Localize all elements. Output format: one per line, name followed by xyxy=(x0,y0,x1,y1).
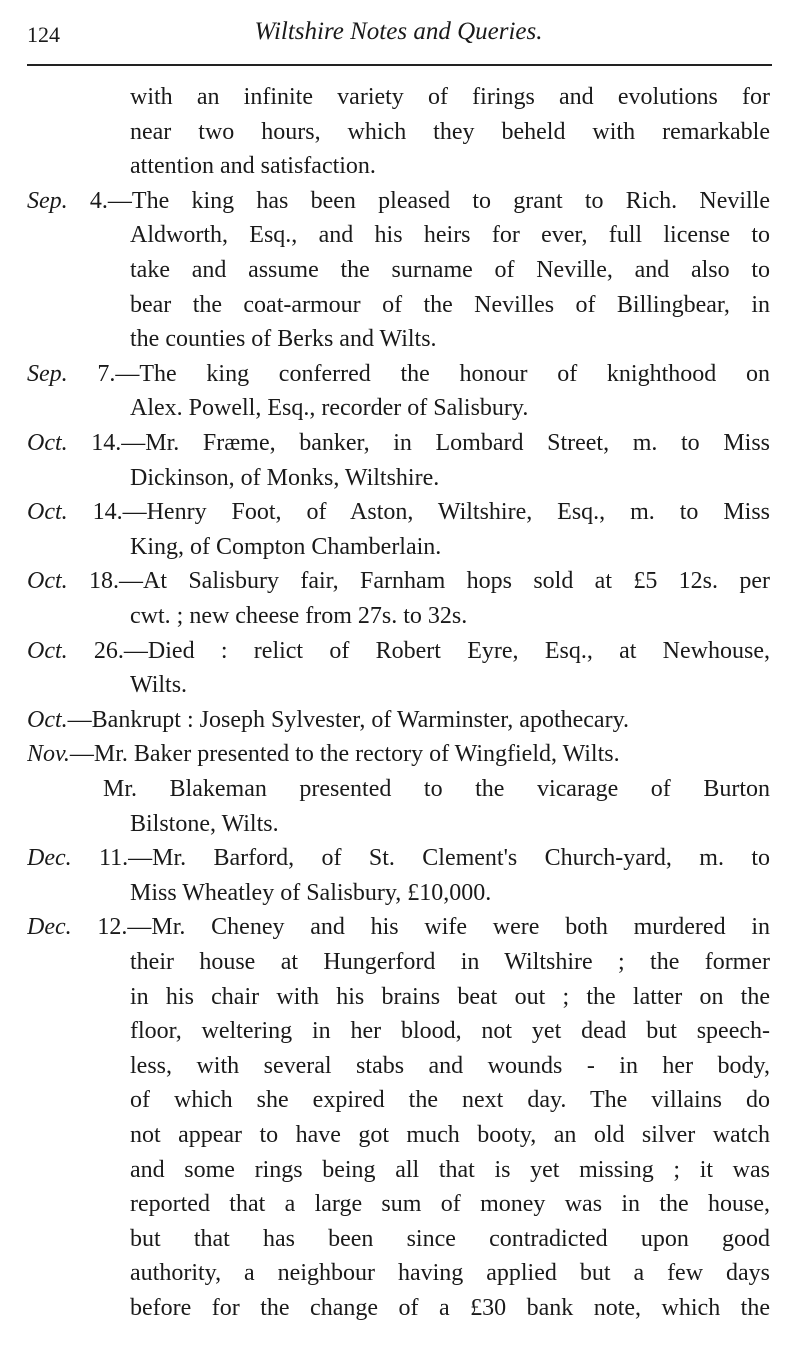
entry-text: 11.—Mr. Barford, of St. Clement's Church-yard, m. to xyxy=(71,845,770,872)
text-line: floor, weltering in her blood, not yet dead but speech- xyxy=(130,1018,770,1045)
entry-first-line xyxy=(27,495,770,530)
entry-text: 12.—Mr. Cheney and his wife were both murdered in xyxy=(71,914,770,941)
text-line: of which she expired the next day. The villains do xyxy=(130,1087,770,1114)
entry-first-line xyxy=(27,634,770,669)
entry-text: 7.—The king conferred the honour of knighthood on xyxy=(67,360,770,387)
entry-text: 4.—The king has been pleased to grant to Rich. Neville xyxy=(67,187,770,214)
text-line: attention and satisfaction. xyxy=(130,153,376,180)
page-number: 124 xyxy=(27,22,60,47)
text-line: Mr. Blakeman presented to the vicarage of Burton xyxy=(103,776,770,802)
text-line: authority, a neighbour having applied but a few days xyxy=(130,1260,770,1287)
text-line: reported that a large sum of money was in the house, xyxy=(130,1191,770,1218)
entry-date: Oct. xyxy=(27,637,68,664)
entry-date: Sep. xyxy=(27,187,68,214)
entry-first-line xyxy=(27,737,770,772)
text-line: with an infinite variety of firings and evolutions for xyxy=(130,84,770,110)
running-title: Wiltshire Notes and Queries. xyxy=(254,18,543,45)
text-line: bear the coat-armour of the Nevilles of Billingbear, in xyxy=(130,291,770,318)
text-line: take and assume the surname of Neville, and also to xyxy=(130,257,770,283)
text-line: less, with several stabs and wounds - in her body, xyxy=(130,1052,770,1079)
header-rule xyxy=(27,64,772,66)
entry-first-line xyxy=(27,910,770,945)
text-line: and some rings being all that is yet missing ; it was xyxy=(130,1156,770,1183)
entry-text: 26.—Died : relict of Robert Eyre, Esq., at Newhouse, xyxy=(67,637,770,664)
entry-date: Oct. xyxy=(27,430,68,456)
entry-text: —Mr. Baker presented to the rectory of Wingfield, Wilts. xyxy=(69,741,620,768)
running-header xyxy=(27,18,770,52)
text-line: Dickinson, of Monks, Wiltshire. xyxy=(130,464,440,491)
text-line: Miss Wheatley of Salisbury, £10,000. xyxy=(130,879,492,906)
entry-text: 18.—At Salisbury fair, Farnham hops sold at £5 12s. per xyxy=(67,568,770,595)
entry-date: Nov. xyxy=(27,741,70,768)
entry-text: 14.—Henry Foot, of Aston, Wiltshire, Esq., m. to Miss xyxy=(67,499,770,526)
text-line: the counties of Berks and Wilts. xyxy=(130,326,437,353)
text-line: not appear to have got much booty, an old silver watch xyxy=(130,1122,770,1148)
entry-first-line xyxy=(27,703,770,738)
entry-first-line xyxy=(27,841,770,876)
text-line: cwt. ; new cheese from 27s. to 32s. xyxy=(130,603,468,629)
text-line: but that has been since contradicted upon good xyxy=(130,1225,770,1252)
text-line: Wilts. xyxy=(130,672,188,699)
text-line: Bilstone, Wilts. xyxy=(130,810,279,837)
text-line: Alex. Powell, Esq., recorder of Salisbury. xyxy=(130,395,529,422)
entry-text: 14.—Mr. Fræme, banker, in Lombard Street, m. to Miss xyxy=(67,430,770,456)
text-line: before for the change of a £30 bank note, which the xyxy=(130,1295,770,1321)
entry-date: Oct. xyxy=(27,568,68,595)
entry-date: Oct. xyxy=(27,706,68,733)
entry-text: —Bankrupt : Joseph Sylvester, of Warminster, apothecary. xyxy=(67,706,630,733)
text-line: King, of Compton Chamberlain. xyxy=(130,533,442,560)
text-line: their house at Hungerford in Wiltshire ; the former xyxy=(130,949,770,975)
text-line: Aldworth, Esq., and his heirs for ever, full license to xyxy=(130,222,770,249)
text-line: in his chair with his brains beat out ; the latter on the xyxy=(130,983,770,1010)
entry-first-line xyxy=(27,426,770,461)
entry-date: Sep. xyxy=(27,360,68,387)
entry-first-line xyxy=(27,564,770,599)
entry-date: Dec. xyxy=(27,914,72,941)
entry-first-line xyxy=(27,184,770,219)
entry-date: Oct. xyxy=(27,499,68,526)
entry-date: Dec. xyxy=(27,845,72,872)
entry-first-line xyxy=(27,357,770,392)
text-line: near two hours, which they beheld with remarkable xyxy=(130,118,770,145)
